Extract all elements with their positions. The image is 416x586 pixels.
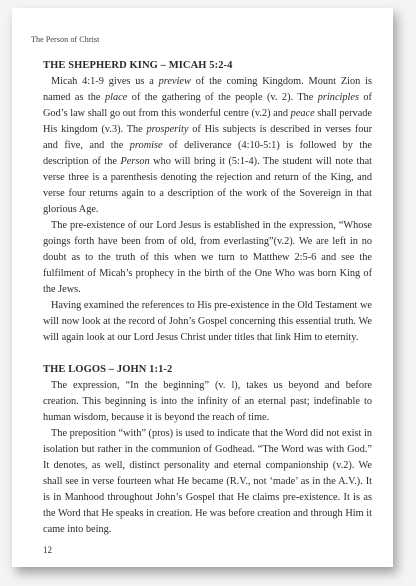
text-run: of the gathering of the people (v. 2). The [127, 92, 318, 103]
page-content [43, 58, 372, 538]
paragraph [43, 218, 372, 298]
emphasized-text: preview [158, 76, 191, 87]
text-run: shall pervade His kingdom (v.3). The [43, 108, 372, 135]
section-heading-shepherd-king: THE SHEPHERD KING – MICAH 5:2-4 [43, 60, 233, 71]
emphasized-text: promise [129, 140, 163, 151]
emphasized-text: place [104, 92, 128, 103]
text-run: The pre-existence of our Lord Jesus is established in the expression, “Whose goings forth have been from of old, from everlasting”(v.2). We are left in no doubt as to the truth of this when we turn to Matthew 2:5-6 and see the fulfilment of Micah’s prophecy in the birth of the One Who was born King of the Jews. [43, 220, 372, 295]
emphasized-text: prosperity [146, 124, 189, 135]
paragraph [43, 426, 372, 538]
text-run: Micah 4:1-9 gives us a [51, 76, 159, 87]
text-run: who will bring it (5:1-4). The student will note that verse three is a parenthesis denoting the rejection and return of the King, and verse four returns again to a description of the work of the Sovereign in that glorious Age. [43, 156, 372, 215]
text-run: of God’s law shall go out from this wonderful centre (v.2) and [43, 92, 372, 119]
text-run: Having examined the references to His pre-existence in the Old Testament we will now look at the record of John’s Gospel concerning this essential truth. We will again look at our Lord Jesus Christ under titles that link Him to eternity. [43, 300, 372, 343]
text-run: The expression, “In the beginning” (v. l), takes us beyond and before creation. This beginning is into the infinity of an eternal past; indefinable to human wisdom, because it is beyond the reach of time. [43, 380, 372, 423]
emphasized-text: peace [290, 108, 315, 119]
emphasized-text: Person [120, 156, 150, 167]
running-head: The Person of Christ [31, 35, 100, 44]
book-page [12, 8, 393, 567]
text-run: of deliverance (4:10-5:1) is followed by the description of the [43, 140, 372, 167]
text-run: of His subjects is described in verses four and five, and the [43, 124, 373, 151]
text-run: of the coming Kingdom. Mount Zion is named as the [43, 76, 372, 103]
paragraph [43, 298, 372, 346]
section-gap [43, 346, 372, 362]
text-run: The preposition “with” (pros) is used to indicate that the Word did not exist in isolation but rather in the communion of Godhead. “The Word was with God.” It denotes, as well, distinct personality and eternal companionship (v.2). We shall see in verse fourteen what He became (R.V., not ‘made’ as in the A.V.). It is in Manhood throughout John’s Gospel that He claims pre-existence. It is as the Word that He speaks in creation. He was before creation and through Him it came into being. [43, 428, 372, 535]
section-heading-logos: THE LOGOS – JOHN 1:1-2 [43, 364, 173, 375]
paragraph [43, 74, 372, 218]
paragraph [43, 378, 372, 426]
emphasized-text: principles [317, 92, 359, 103]
page-number: 12 [43, 545, 52, 555]
